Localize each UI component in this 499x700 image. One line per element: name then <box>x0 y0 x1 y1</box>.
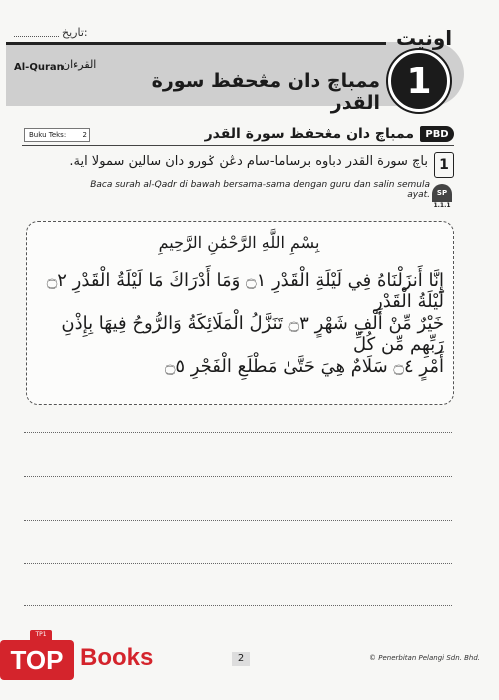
basmala: بِسْمِ اللَّهِ الرَّحْمَٰنِ الرَّحِيمِ <box>158 233 320 252</box>
verse-line-1: إِنَّا أَنزَلْنَاهُ فِي لَيْلَةِ الْقَدْرِ ۝١ وَمَا أَدْرَاكَ مَا لَيْلَةُ الْقَدْرِ ۝٢ لَيْلَةُ الْقَدْرِ <box>46 270 444 312</box>
sp-badge: SP <box>432 184 452 202</box>
question-number: 1 <box>434 152 454 178</box>
verse-line-2: خَيْرٌ مِّنْ أَلْفِ شَهْرٍ ۝٣ تَنَزَّلُ الْمَلَائِكَةُ وَالرُّوحُ فِيهَا بِإِذْنِ رَبِّهِم مِّن كُلِّ <box>61 313 444 355</box>
date-line <box>14 36 59 37</box>
subject-label-en: Al-Quran <box>14 62 64 73</box>
section-divider <box>22 145 454 146</box>
watermark-tab: TP1 <box>30 630 52 640</box>
writing-line[interactable] <box>24 476 452 477</box>
verse-line-3: أَمْرٍ ۝٤ سَلَامٌ هِيَ حَتَّىٰ مَطْلَعِ الْفَجْرِ ۝٥ <box>164 356 444 377</box>
watermark-logo-top: TOP <box>0 640 74 680</box>
pbd-badge: PBD <box>420 126 454 142</box>
activity-title: ممباچ دان مڠحفظ سورة القدر <box>204 126 414 142</box>
date-label: تاريخ: <box>62 26 88 39</box>
writing-line[interactable] <box>24 605 452 606</box>
textbook-page: 2 <box>82 131 87 139</box>
unit-word: اونيت <box>396 26 453 50</box>
sp-code: 1.1.1 <box>433 202 451 209</box>
textbook-label: Buku Teks: <box>29 131 67 139</box>
watermark-logo-books: Books <box>80 644 154 671</box>
instruction-malay: Baca surah al-Qadr di bawah bersama-sama dengan guru dan salin semula ayat. <box>90 180 430 200</box>
writing-line[interactable] <box>24 563 452 564</box>
header-rule <box>6 42 386 45</box>
writing-line[interactable] <box>24 432 452 433</box>
copyright: © Penerbitan Pelangi Sdn. Bhd. <box>369 654 480 662</box>
unit-number-badge: 1 <box>388 50 450 112</box>
page-number: 2 <box>232 652 250 666</box>
textbook-ref <box>24 128 90 142</box>
unit-title: ممباچ دان مڠحفظ سورة القدر <box>151 70 380 114</box>
writing-line[interactable] <box>24 520 452 521</box>
instruction-jawi: باچ سورة القدر دباوه برساما-سام دڠن ݢورو دان سالين سمولا اية. <box>69 154 428 169</box>
subject-label-ar: القرءان <box>62 58 97 71</box>
